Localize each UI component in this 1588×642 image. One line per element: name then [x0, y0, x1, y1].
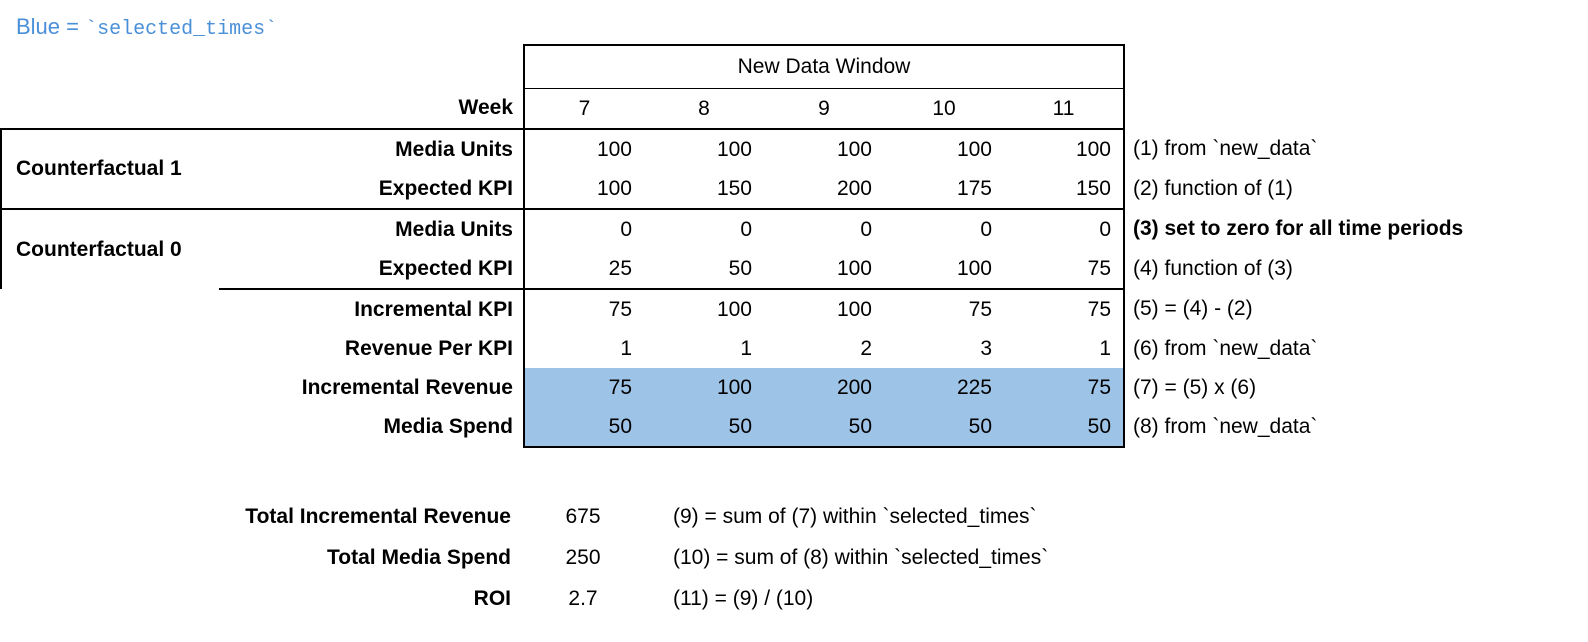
week-10: 10 — [932, 96, 956, 120]
cell-value: 75 — [884, 289, 1004, 329]
table-row — [1, 249, 1564, 289]
cell-value: 0 — [764, 209, 884, 249]
cell-value: 100 — [1004, 129, 1124, 169]
cell-value: 50 — [728, 256, 752, 280]
row-label-revenue-per-kpi: Revenue Per KPI — [344, 336, 513, 360]
empty-cell — [1, 45, 219, 89]
empty-cell — [1124, 89, 1564, 130]
summary-block — [0, 496, 1588, 619]
cell-value: 1 — [740, 336, 752, 360]
cell-value: 0 — [524, 209, 644, 249]
counterfactual-table — [0, 44, 1565, 448]
counterfactual-table-container — [0, 44, 1588, 448]
legend-prefix: Blue = — [16, 14, 86, 39]
table-header-row — [1, 45, 1564, 89]
cell-value-selected: 225 — [884, 368, 1004, 407]
table-row — [1, 129, 1564, 169]
row-note: (5) = (4) - (2) — [1133, 297, 1253, 320]
legend — [16, 14, 277, 41]
row-label-media-units: Media Units — [219, 129, 524, 169]
row-note: (4) function of (3) — [1133, 257, 1293, 280]
summary-value: 675 — [565, 504, 601, 528]
week-8: 8 — [698, 96, 710, 120]
cell-value: 100 — [524, 169, 644, 209]
summary-note: (10) = sum of (8) within `selected_times` — [673, 545, 1049, 569]
table-row — [1, 289, 1564, 329]
cell-value: 0 — [1004, 209, 1124, 249]
cell-value: 200 — [836, 176, 872, 200]
row-note: (6) from `new_data` — [1133, 336, 1318, 360]
row-note: (3) set to zero for all time periods — [1133, 217, 1464, 240]
cell-value-selected: 75 — [524, 368, 644, 407]
cell-value: 75 — [1004, 249, 1124, 289]
cell-value-selected: 50 — [644, 407, 764, 447]
summary-row — [0, 537, 1343, 578]
summary-label-total-media-spend: Total Media Spend — [327, 545, 511, 569]
empty-cell — [1, 368, 219, 407]
table-row — [1, 407, 1564, 447]
cell-value: 75 — [524, 289, 644, 329]
cell-value-selected: 50 — [884, 407, 1004, 447]
week-label: Week — [458, 96, 513, 120]
cell-value: 75 — [1004, 289, 1124, 329]
empty-cell — [219, 45, 524, 89]
cell-value: 100 — [884, 129, 1004, 169]
summary-note: (9) = sum of (7) within `selected_times` — [673, 504, 1037, 528]
summary-table — [0, 496, 1343, 619]
cell-value: 0 — [884, 209, 1004, 249]
empty-cell — [1, 407, 219, 447]
cell-value: 175 — [956, 176, 992, 200]
cell-value: 150 — [1004, 169, 1124, 209]
summary-value: 2.7 — [568, 586, 598, 610]
empty-cell — [1, 89, 219, 130]
empty-cell — [1124, 45, 1564, 89]
cell-value: 0 — [644, 209, 764, 249]
cell-value: 1 — [524, 329, 644, 368]
empty-cell — [1, 289, 219, 329]
row-label-incremental-revenue: Incremental Revenue — [301, 375, 513, 399]
cell-value: 100 — [956, 256, 992, 280]
row-label-media-units: Media Units — [219, 209, 524, 249]
group-label-counterfactual-0: Counterfactual 0 — [1, 209, 219, 289]
cell-value: 100 — [644, 289, 764, 329]
cell-value: 2 — [860, 336, 872, 360]
cell-value: 150 — [716, 176, 752, 200]
row-note: (2) function of (1) — [1133, 177, 1293, 200]
table-row — [1, 329, 1564, 368]
summary-label-total-incremental-revenue: Total Incremental Revenue — [245, 504, 511, 528]
table-row — [1, 209, 1564, 249]
row-label-expected-kpi: Expected KPI — [378, 176, 513, 200]
week-row — [1, 89, 1564, 130]
cell-value: 25 — [524, 249, 644, 289]
row-label-expected-kpi: Expected KPI — [219, 249, 524, 289]
cell-value: 100 — [764, 289, 884, 329]
legend-code: `selected_times` — [85, 18, 278, 41]
cell-value-selected: 100 — [644, 368, 764, 407]
cell-value-selected: 50 — [1004, 407, 1124, 447]
row-label-media-spend: Media Spend — [383, 415, 513, 438]
cell-value: 100 — [764, 129, 884, 169]
cell-value-selected: 50 — [764, 407, 884, 447]
week-7: 7 — [524, 89, 644, 130]
row-note: (7) = (5) x (6) — [1133, 375, 1257, 399]
row-label-incremental-kpi: Incremental KPI — [219, 289, 524, 329]
summary-row — [0, 496, 1343, 537]
row-note: (8) from `new_data` — [1133, 415, 1318, 438]
group-label-counterfactual-1: Counterfactual 1 — [1, 129, 219, 209]
cell-value-selected: 50 — [524, 407, 644, 447]
summary-row — [0, 578, 1343, 619]
table-row — [1, 368, 1564, 407]
cell-value: 100 — [644, 129, 764, 169]
table-row — [1, 169, 1564, 209]
summary-note: (11) = (9) / (10) — [673, 586, 814, 610]
cell-value: 1 — [1004, 329, 1124, 368]
new-data-window-header: New Data Window — [524, 45, 1124, 89]
week-9: 9 — [818, 96, 830, 120]
week-11: 11 — [1004, 89, 1124, 130]
summary-label-roi: ROI — [473, 586, 511, 610]
cell-value: 3 — [980, 336, 992, 360]
cell-value-selected: 75 — [1004, 368, 1124, 407]
cell-value: 100 — [524, 129, 644, 169]
cell-value: 100 — [836, 256, 872, 280]
summary-value: 250 — [565, 545, 601, 569]
cell-value-selected: 200 — [764, 368, 884, 407]
empty-cell — [1, 329, 219, 368]
row-note: (1) from `new_data` — [1133, 137, 1318, 160]
